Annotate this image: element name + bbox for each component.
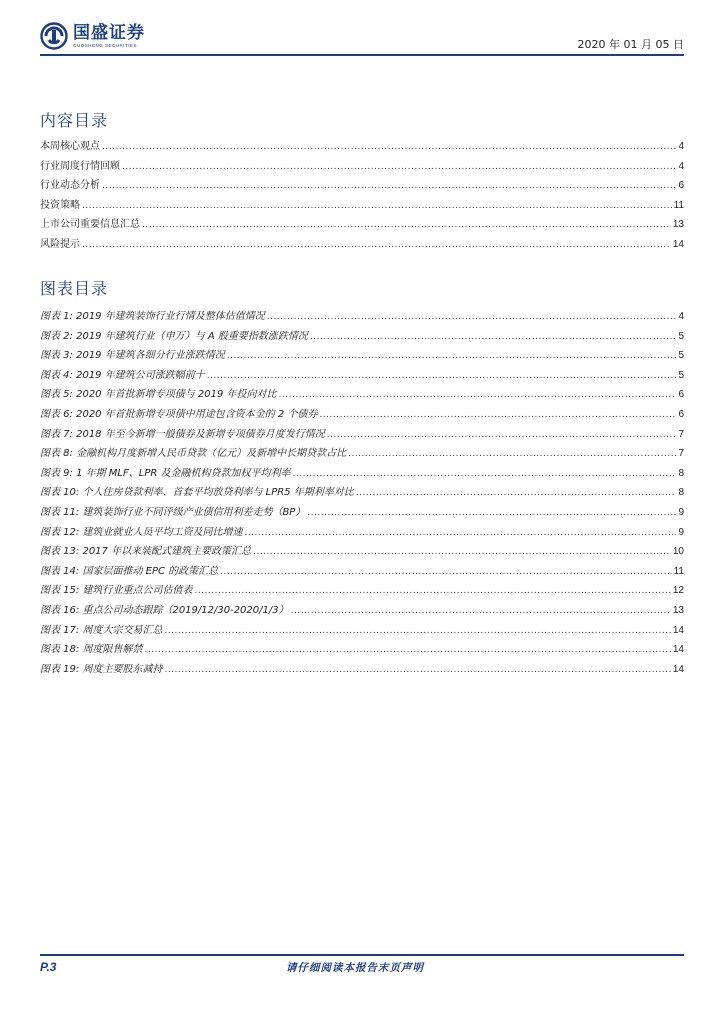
dot-leader xyxy=(327,430,677,440)
figure-entry-label[interactable]: 图表 18: 周度限售解禁 xyxy=(40,644,143,656)
contents-entry-page[interactable]: 14 xyxy=(672,238,684,250)
figure-entry-page[interactable]: 5 xyxy=(678,369,684,381)
figure-entry[interactable] xyxy=(40,581,684,601)
contents-list xyxy=(40,137,684,255)
figure-entry-label[interactable]: 图表 16: 重点公司动态跟踪（2019/12/30-2020/1/3） xyxy=(40,604,289,616)
dot-leader xyxy=(319,410,676,420)
dot-leader xyxy=(102,181,676,191)
figure-entry-label[interactable]: 图表 1: 2019 年建筑装饰行业行情及整体估值情况 xyxy=(40,311,265,322)
figure-entry-label[interactable]: 图表 5: 2020 年首批新增专项债与 2019 年投向对比 xyxy=(40,389,277,401)
footer-disclaimer: 请仔细阅读本报告末页声明 xyxy=(286,962,424,974)
figure-entry-page[interactable]: 14 xyxy=(672,624,684,636)
figure-entry[interactable] xyxy=(40,483,684,503)
figure-entry-label[interactable]: 图表 10: 个人住房贷款利率、首套平均放贷利率与 LPR5 年期利率对比 xyxy=(40,487,354,499)
figure-entry-label[interactable]: 图表 8: 金融机构月度新增人民币贷款（亿元）及新增中长期贷款占比 xyxy=(40,448,347,460)
dot-leader xyxy=(291,606,671,616)
dot-leader xyxy=(348,449,676,459)
footer-divider xyxy=(40,954,684,956)
contents-entry[interactable] xyxy=(40,157,684,177)
dot-leader xyxy=(220,567,671,577)
contents-entry[interactable] xyxy=(40,215,684,235)
figure-entry-label[interactable]: 图表 13: 2017 年以来装配式建筑主要政策汇总 xyxy=(40,546,252,558)
contents-title: 内容目录 xyxy=(40,111,109,130)
report-date: 2020 年 01 月 05 日 xyxy=(577,38,684,51)
dot-leader xyxy=(267,312,677,322)
guosheng-logo-icon xyxy=(40,22,68,50)
figures-list xyxy=(40,307,684,679)
dot-leader xyxy=(293,469,677,479)
contents-entry-label[interactable]: 投资策略 xyxy=(40,199,80,211)
contents-entry[interactable] xyxy=(40,196,684,216)
figure-entry-page[interactable]: 13 xyxy=(672,604,684,616)
figure-entry[interactable] xyxy=(40,660,684,680)
figure-entry-label[interactable]: 图表 4: 2019 年建筑公司涨跌幅前十 xyxy=(40,369,205,381)
figure-entry-label[interactable]: 图表 17: 周度大宗交易汇总 xyxy=(40,624,163,636)
figure-entry-page[interactable]: 6 xyxy=(678,389,684,401)
figure-entry[interactable] xyxy=(40,425,684,445)
figure-entry-label[interactable]: 图表 15: 建筑行业重点公司估值表 xyxy=(40,585,193,597)
figure-entry[interactable] xyxy=(40,621,684,641)
figures-title: 图表目录 xyxy=(40,279,109,298)
contents-entry-label[interactable]: 行业动态分析 xyxy=(40,180,100,192)
dot-leader xyxy=(164,665,670,675)
dot-leader xyxy=(227,351,677,361)
figure-entry-page[interactable]: 5 xyxy=(678,330,684,342)
figure-entry-page[interactable]: 4 xyxy=(678,311,684,322)
company-logo xyxy=(40,20,145,52)
figure-entry[interactable] xyxy=(40,523,684,543)
figure-entry[interactable] xyxy=(40,444,684,464)
dot-leader xyxy=(207,371,677,381)
figure-entry-page[interactable]: 8 xyxy=(678,467,684,479)
contents-entry-label[interactable]: 风险提示 xyxy=(40,238,80,250)
contents-entry-page[interactable]: 13 xyxy=(672,219,684,231)
figure-entry-page[interactable]: 9 xyxy=(678,506,684,518)
figure-entry-label[interactable]: 图表 12: 建筑业就业人员平均工资及同比增速 xyxy=(40,526,243,538)
figure-entry-page[interactable]: 9 xyxy=(678,526,684,538)
figure-entry[interactable] xyxy=(40,601,684,621)
contents-entry-page[interactable]: 11 xyxy=(673,199,684,211)
figure-entry-label[interactable]: 图表 6: 2020 年首批新增专项债中用途包含资本金的 2 个债券 xyxy=(40,408,318,420)
contents-entry[interactable] xyxy=(40,235,684,255)
contents-entry-page[interactable]: 4 xyxy=(678,141,684,152)
dot-leader xyxy=(307,508,676,518)
dot-leader xyxy=(82,201,672,211)
dot-leader xyxy=(164,626,670,636)
contents-entry-label[interactable]: 本周核心观点 xyxy=(40,141,100,152)
figure-entry-label[interactable]: 图表 3: 2019 年建筑各细分行业涨跌情况 xyxy=(40,350,225,362)
figure-entry[interactable] xyxy=(40,542,684,562)
figure-entry-label[interactable]: 图表 14: 国家层面推动 EPC 的政策汇总 xyxy=(40,565,219,577)
figure-entry[interactable] xyxy=(40,405,684,425)
figure-entry-page[interactable]: 8 xyxy=(678,487,684,499)
dot-leader xyxy=(142,220,671,230)
figure-entry-label[interactable]: 图表 7: 2018 年至今新增一般债券及新增专项债券月度发行情况 xyxy=(40,428,325,440)
contents-entry-page[interactable]: 6 xyxy=(678,180,684,192)
figure-entry[interactable] xyxy=(40,562,684,582)
figure-entry-label[interactable]: 图表 9: 1 年期 MLF、LPR 及金融机构贷款加权平均利率 xyxy=(40,467,291,479)
dot-leader xyxy=(279,390,677,400)
dot-leader xyxy=(194,586,670,596)
dot-leader xyxy=(356,488,677,498)
contents-entry-page[interactable]: 4 xyxy=(678,160,684,172)
dot-leader xyxy=(253,547,671,557)
figure-entry-page[interactable]: 14 xyxy=(672,663,684,675)
logo-english-name: GUOSHENG SECURITIES xyxy=(73,42,138,48)
contents-entry[interactable] xyxy=(40,137,684,157)
dot-leader xyxy=(122,162,676,172)
figure-entry-page[interactable]: 5 xyxy=(678,350,684,362)
figure-entry-page[interactable]: 6 xyxy=(678,408,684,420)
figure-entry-page[interactable]: 11 xyxy=(673,565,684,577)
figure-entry[interactable] xyxy=(40,327,684,347)
dot-leader xyxy=(310,332,677,342)
figure-entry[interactable] xyxy=(40,385,684,405)
figure-entry-label[interactable]: 图表 2: 2019 年建筑行业（申万）与 A 股重要指数涨跌情况 xyxy=(40,330,308,342)
figure-entry-page[interactable]: 7 xyxy=(678,428,684,440)
figure-entry[interactable] xyxy=(40,503,684,523)
contents-entry-label[interactable]: 行业周度行情回顾 xyxy=(40,160,120,172)
dot-leader xyxy=(102,142,676,152)
page-number: P.3 xyxy=(40,960,57,974)
page-header xyxy=(40,20,684,56)
figure-entry-label[interactable]: 图表 19: 周度主要股东减持 xyxy=(40,663,163,675)
figure-entry-label[interactable]: 图表 11: 建筑装饰行业不同评级产业债信用利差走势（BP） xyxy=(40,506,306,518)
figure-entry-page[interactable]: 7 xyxy=(678,448,684,460)
figure-entry[interactable] xyxy=(40,366,684,386)
figure-entry-page[interactable]: 14 xyxy=(672,644,684,656)
logo-chinese-name: 国盛证券 xyxy=(73,22,145,43)
figure-entry-page[interactable]: 10 xyxy=(672,546,684,558)
dot-leader xyxy=(82,240,671,250)
contents-entry-label[interactable]: 上市公司重要信息汇总 xyxy=(40,219,140,231)
dot-leader xyxy=(144,645,670,655)
figure-entry[interactable] xyxy=(40,464,684,484)
dot-leader xyxy=(244,528,676,538)
figure-entry[interactable] xyxy=(40,346,684,366)
contents-entry[interactable] xyxy=(40,176,684,196)
header-divider xyxy=(40,54,684,56)
figure-entry-page[interactable]: 12 xyxy=(672,585,684,597)
figure-entry[interactable] xyxy=(40,307,684,327)
figure-entry[interactable] xyxy=(40,640,684,660)
